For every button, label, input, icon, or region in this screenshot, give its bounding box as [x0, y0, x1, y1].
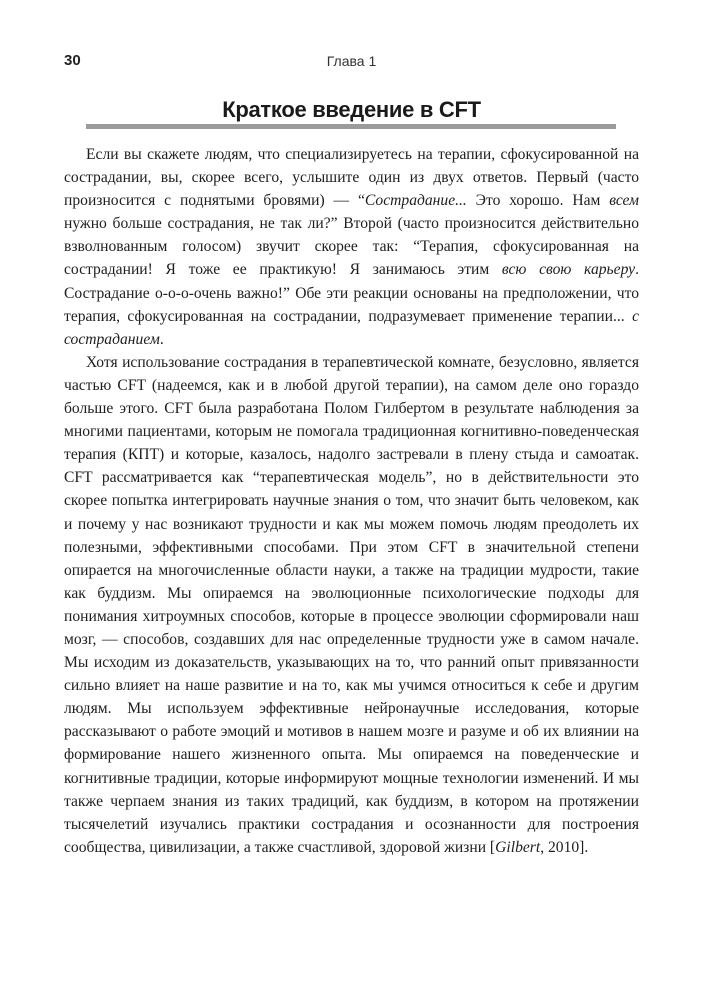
text-run: Это хорошо. Нам: [466, 192, 610, 210]
emphasis-text: Gilbert: [495, 838, 541, 856]
body-text: [64, 143, 639, 859]
emphasis-text: с состраданием: [64, 307, 639, 348]
text-run: , 2010].: [540, 838, 589, 856]
text-run: нужно больше сострадания, не так ли?” Второй (часто произносится действительно взволнованным голосом) звучит скорее так: “Терапия, сфокусированная на сострадании! Я тоже ее практикую! Я занимаюсь этим: [64, 215, 639, 279]
text-run: . Сострадание о-о-о-очень важно!” Обе эти реакции основаны на предположении, что терапия, сфокусированная на сострадании, подразумевает применение терапии...: [64, 261, 639, 325]
text-run: Если вы скажете людям, что специализируетесь на терапии, сфокусированной на сострадании, вы, скорее всего, услышите один из двух ответов. Первый (часто произносится с поднятыми бровями) — “: [64, 146, 639, 210]
text-run: Хотя использование сострадания в терапевтической комнате, безусловно, является частью CFT (надеемся, как и в любой другой терапии), на самом деле оно гораздо больше этого. CFT была разработана Полом Гилбертом в результате наблюдения за многими пациентами, которым не помогала традиционная когнитивно-поведенческая терапия (КПТ) и которые, казалось, надолго застревали в плену стыда и самоатак. CFT рассматривается как “терапевтическая модель”, но в действительности это скорее попытка интегрировать научные знания о том, что значит быть человеком, как и почему у нас возникают трудности и как мы можем помочь людям преодолеть их полезными, эффективными способами. При этом CFT в значительной степени опирается на многочисленные области науки, а также на традиции мудрости, такие как буддизм. Мы опираемся на эволюционные психологические подходы для понимания хитроумных способов, которые в процессе эволюции сформировали наш мозг, — способов, создавших для нас определенные трудности уже в самом начале. Мы исходим из доказательств, указывающих на то, что ранний опыт привязанности сильно влияет на наше развитие и на то, как мы учимся относиться к себе и другим людям. Мы используем эффективные нейронаучные исследования, которые рассказывают о работе эмоций и мотивов в нашем мозге и разуме и об их влиянии на формирование нашего жизненного опыта. Мы опираемся на поведенческие и когнитивные традиции, которые информируют мощные технологии изменений. И мы также черпаем знания из таких традиций, как буддизм, в котором на протяжении тысячелетий изучались практики сострадания и осознанности для построения сообщества, цивилизации, а также счастливой, здоровой жизни [: [64, 353, 639, 856]
book-page: [64, 0, 639, 1000]
chapter-label: Глава 1: [326, 53, 377, 69]
emphasis-text: Сострадание...: [364, 192, 467, 210]
emphasis-text: всем: [609, 192, 640, 210]
emphasis-text: всю свою карьеру: [501, 261, 636, 279]
heading-rule: [86, 124, 616, 129]
text-run: .: [159, 330, 164, 348]
page-number: 30: [64, 52, 81, 69]
paragraph: [64, 351, 639, 859]
paragraph: [64, 143, 639, 351]
running-header: [64, 52, 639, 74]
section-heading: Краткое введение в CFT: [222, 97, 481, 122]
